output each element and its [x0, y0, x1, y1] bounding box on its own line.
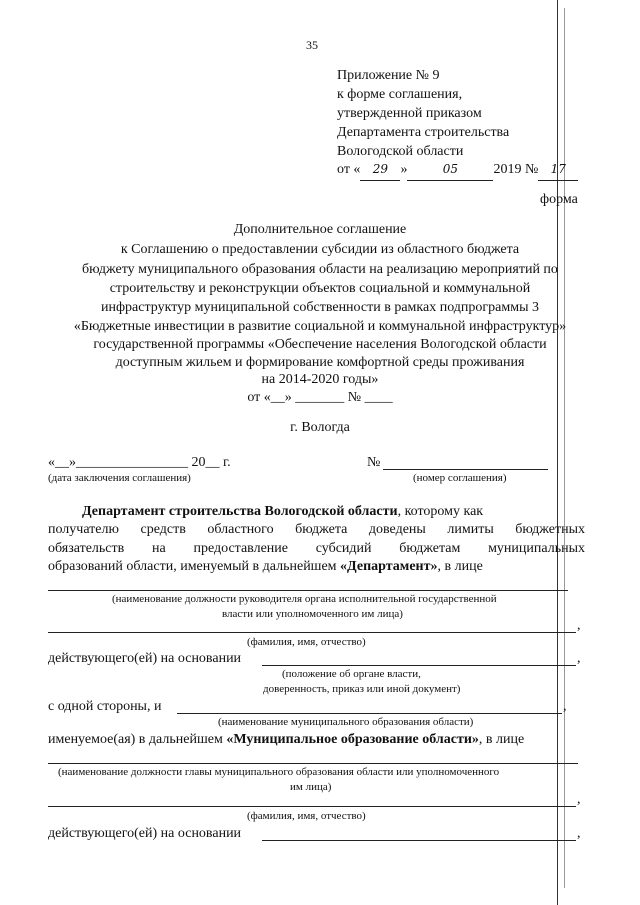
- appendix-date-line: [337, 160, 578, 181]
- field-caption: (наименование муниципального образования области): [218, 716, 474, 728]
- para-text: , которому как: [397, 504, 484, 519]
- para-line: обязательств на предоставление субсидий бюджетам муниципальных: [48, 541, 585, 556]
- title-line: на 2014-2020 годы»: [261, 372, 379, 387]
- named-municipality-line: [48, 732, 585, 748]
- title-line: инфраструктур муниципальной собственности в рамках подпрограммы 3: [101, 300, 539, 315]
- agreement-number-prefix: №: [367, 455, 381, 470]
- appendix-line: к форме соглашения,: [337, 87, 463, 102]
- title-line: Дополнительное соглашение: [233, 222, 407, 237]
- field-caption: (положение об органе власти,: [282, 668, 421, 680]
- handwritten-number: 17: [538, 160, 578, 181]
- appendix-line: Вологодской области: [337, 144, 464, 159]
- title-line: строительству и реконструкции объектов социальной и коммунальной: [109, 281, 531, 296]
- agreement-date-caption: (дата заключения соглашения): [48, 472, 191, 484]
- field-caption: власти или уполномоченного им лица): [222, 608, 403, 620]
- blank-line: [48, 632, 576, 633]
- field-caption: (фамилия, имя, отчество): [247, 636, 366, 648]
- date-year: 2019 №: [493, 162, 539, 177]
- field-caption: им лица): [290, 781, 332, 793]
- blank-line: [177, 713, 562, 714]
- title-date-line: от «__» _______ № ____: [247, 390, 393, 405]
- field-caption: (наименование должности главы муниципального образования области или уполномоченного: [58, 766, 500, 778]
- date-mid: »: [400, 162, 408, 177]
- blank-line: [262, 840, 576, 841]
- field-caption: доверенность, приказ или иной документ): [263, 683, 461, 695]
- page-number: 35: [306, 38, 318, 52]
- agreement-number-line: [383, 469, 548, 470]
- scan-edge-line-faint: [564, 8, 565, 888]
- department-alias: «Департамент»: [340, 559, 438, 574]
- acting-basis-label: действующего(ей) на основании: [48, 826, 242, 841]
- para-text: именуемое(ая) в дальнейшем: [48, 732, 227, 747]
- handwritten-month: 05: [407, 160, 493, 181]
- department-name: Департамент строительства Вологодской области: [82, 504, 398, 519]
- appendix-line: Приложение № 9: [337, 68, 440, 83]
- city: г. Вологда: [290, 420, 350, 435]
- blank-line: [262, 665, 576, 666]
- comma: ,: [577, 651, 581, 666]
- blank-line: [48, 763, 578, 764]
- title-line: бюджету муниципального образования области на реализацию мероприятий по: [82, 262, 558, 277]
- acting-basis-label: действующего(ей) на основании: [48, 651, 242, 666]
- para-line: [48, 504, 588, 520]
- para-line: [48, 559, 585, 575]
- comma: ,: [563, 699, 567, 714]
- para-text: , в лице: [437, 559, 483, 574]
- agreement-number-caption: (номер соглашения): [413, 472, 507, 484]
- municipality-alias: «Муниципальное образование области»: [226, 732, 479, 747]
- para-line: получателю средств областного бюджета доведены лимиты бюджетных: [48, 522, 585, 537]
- field-caption: (наименование должности руководителя органа исполнительной государственной: [112, 593, 497, 605]
- blank-line: [48, 806, 576, 807]
- comma: ,: [577, 792, 581, 807]
- comma: ,: [577, 618, 581, 633]
- scan-edge-line: [557, 0, 558, 905]
- appendix-line: Департамента строительства: [337, 125, 510, 140]
- agreement-date-field: «__»________________ 20__ г.: [48, 455, 231, 470]
- title-line: к Соглашению о предоставлении субсидии из областного бюджета: [120, 242, 520, 257]
- para-text: образований области, именуемый в дальнейшем: [48, 559, 341, 574]
- comma: ,: [577, 826, 581, 841]
- title-line: доступным жильем и формирование комфортной среды проживания: [115, 355, 525, 370]
- blank-line: [48, 590, 568, 591]
- para-text: , в лице: [478, 732, 525, 747]
- forma-label: форма: [540, 192, 578, 207]
- appendix-line: утвержденной приказом: [337, 106, 482, 121]
- title-line: «Бюджетные инвестиции в развитие социальной и коммунальной инфраструктур»: [73, 319, 567, 334]
- other-side-label: с одной стороны, и: [48, 699, 162, 714]
- title-line: государственной программы «Обеспечение населения Вологодской области: [93, 337, 547, 352]
- field-caption: (фамилия, имя, отчество): [247, 810, 366, 822]
- date-prefix: от «: [337, 162, 361, 177]
- handwritten-day: 29: [360, 160, 400, 181]
